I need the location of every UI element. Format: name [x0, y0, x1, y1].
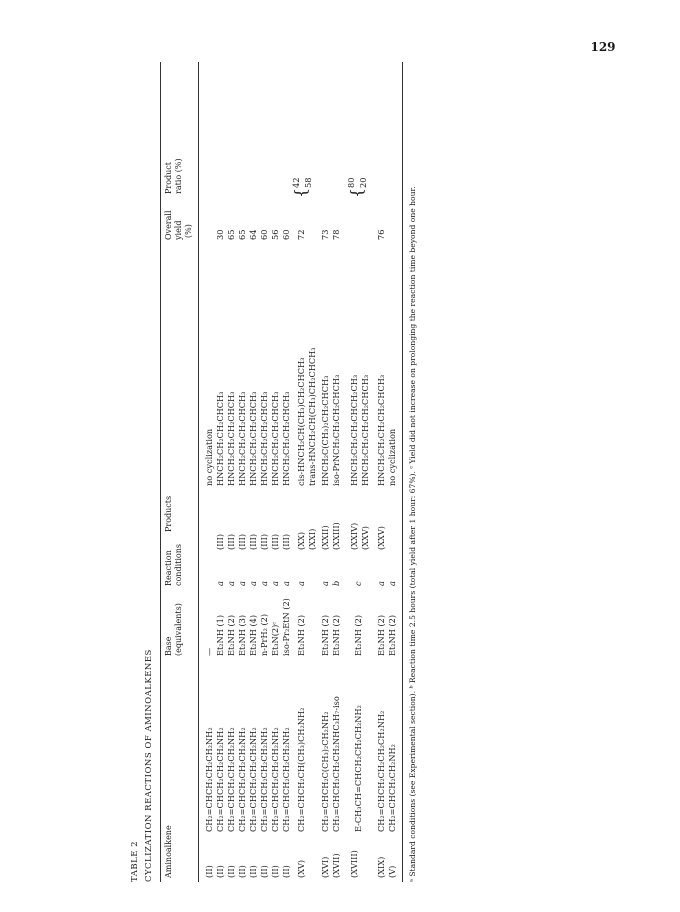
row-ratio: 80 — [346, 177, 356, 188]
header-ratio-sub: ratio (%) — [174, 158, 183, 194]
row-pno: (III) — [281, 533, 291, 550]
table-row — [331, 62, 342, 882]
row-no: (II) — [248, 865, 258, 878]
row-cond: b — [331, 580, 341, 586]
row-base: Et₂NH (2) — [296, 614, 306, 656]
header-base: Base — [164, 636, 173, 656]
row-ratio: 42 — [291, 177, 301, 188]
row-product: HNCH₂C(CH₃)₂CH₂CHCH₃ — [320, 375, 330, 486]
row-pno: (III) — [248, 533, 258, 550]
row-aminoalkene: CH₂=CHCH₂CH₂CH₂NH₂ — [248, 727, 258, 832]
header-overall-sub: yield — [174, 220, 183, 240]
table-row — [204, 62, 215, 882]
row-pno: (III) — [259, 533, 269, 550]
row-aminoalkene: CH₂=CHCH₂CH(CH₃)CH₂NH₂ — [296, 707, 306, 832]
row-base: n-PrH₂ (2) — [259, 613, 269, 656]
row-base: Et₂NH (2) — [353, 614, 363, 656]
row-product: HNCH₂CH₂CH₂CHCH₃ — [226, 391, 236, 486]
row-no: (XVIII) — [349, 850, 359, 878]
row-yield: 65 — [237, 229, 247, 240]
row-no: (II) — [204, 865, 214, 878]
row-product: no cyclization — [204, 428, 214, 486]
row-pno: (XXV) — [360, 526, 370, 550]
row-yield: 56 — [270, 229, 280, 240]
top-rule — [160, 62, 161, 882]
row-product: no cyclization — [387, 428, 397, 486]
header-products: Products — [164, 495, 173, 532]
row-product: HNCH₂CH₂CH₂CH₂CHCH₃ — [376, 374, 386, 486]
row-product: HNCH₂CH₂CH₂CH₂CHCH₃ — [360, 374, 370, 486]
row-pno: (XXV) — [376, 526, 386, 550]
table-row: (XV) CH₂=CHCH₂CH(CH₃)CH₂NH₂ Et₂NH (2) a (XX) cis-HNCH₂CH(CH₃)CH₂CHCH₃ 72 { 42 — [291, 177, 310, 878]
table-label: TABLE 2 — [130, 840, 140, 882]
table-row — [270, 62, 281, 882]
row-no: (XVII) — [331, 853, 341, 878]
row-aminoalkene: CH₂=CHCH₂CH₂CH₂NH₂ — [270, 727, 280, 832]
row-base: iso-Pr₂EtN (2) — [281, 598, 291, 656]
row-product: HNCH₂CH₂CH₂CHCH₃ — [281, 391, 291, 486]
row-cond: a — [270, 581, 280, 586]
row-ratio: 20 — [358, 177, 368, 188]
row-cond: a — [248, 581, 258, 586]
table-row — [303, 62, 318, 882]
row-cond: a — [281, 581, 291, 586]
row-base: Et₂NH (2) — [226, 614, 236, 656]
row-no: (XVI) — [320, 856, 330, 878]
row-yield: 60 — [281, 229, 291, 240]
row-product: HNCH₂CH₂CH₂CHCH₃ — [237, 391, 247, 486]
row-pno: (III) — [226, 533, 236, 550]
row-cond: a — [259, 581, 269, 586]
header-overall-unit: (%) — [184, 224, 193, 238]
row-aminoalkene: CH₂=CHCH₂CH₂CH₂NH₂ — [259, 727, 269, 832]
row-pno: (III) — [215, 533, 225, 550]
page-number: 129 — [590, 40, 616, 54]
row-yield: 30 — [215, 229, 225, 240]
row-aminoalkene: CH₂=CHCH₂CH₂CH₂NH₂ — [215, 727, 225, 832]
row-no: (II) — [226, 865, 236, 878]
footnote: ᵃ Standard conditions (see Experimental section). ᵇ Reaction time 2.5 hours (total yield after 1 hour: 67%). ᶜ Yield did not increase on prolonging the reaction time beyond one hour. — [408, 186, 417, 882]
row-cond: a — [237, 581, 247, 586]
row-yield: 78 — [331, 229, 341, 240]
row-no: (V) — [387, 865, 397, 878]
row-pno: (III) — [237, 533, 247, 550]
header-overall: Overall — [164, 210, 173, 240]
table-row — [387, 62, 398, 882]
row-yield: 73 — [320, 229, 330, 240]
row-base: Et₂NH (1) — [215, 614, 225, 656]
bottom-rule — [402, 62, 403, 882]
row-product: HNCH₂CH₂CH₂CHCH₂CH₃ — [349, 374, 359, 486]
row-yield: 64 — [248, 229, 258, 240]
row-base: Et₂NH (3) — [237, 614, 247, 656]
row-cond: a — [296, 581, 306, 586]
row-base: Et₂NH (4) — [248, 614, 258, 656]
row-product: cis-HNCH₂CH(CH₃)CH₂CHCH₃ — [296, 357, 306, 486]
table-row — [248, 62, 259, 882]
table-row — [376, 62, 387, 882]
row-pno: (XXI) — [307, 528, 317, 550]
row-base: Et₂NH (2) — [376, 614, 386, 656]
row-aminoalkene: CH₂=CHCH₂C(CH₃)₂CH₂NH₂ — [320, 711, 330, 832]
row-no: (II) — [270, 865, 280, 878]
table-row: (XVIII) E-CH₃CH=CHCH₂CH₂CH₂NH₂ Et₂NH (2) c (XXIV) HNCH₂CH₂CH₂CHCH₂CH₃ { 80 — [346, 177, 366, 878]
row-no: (XV) — [296, 859, 306, 878]
row-ratio: 58 — [303, 177, 313, 188]
header-base-sub: (equivalents) — [174, 603, 183, 656]
row-cond: a — [215, 581, 225, 586]
row-no: (II) — [259, 865, 269, 878]
row-cond: a — [387, 581, 397, 586]
row-aminoalkene: CH₂=CHCH₂CH₂CH₂CH₂NH₂ — [376, 710, 386, 832]
rotated-table — [130, 62, 630, 882]
table-row — [320, 62, 331, 882]
header-aminoalkene: Aminoalkene — [164, 825, 173, 878]
table-row — [259, 62, 270, 882]
row-no: (XIX) — [376, 856, 386, 878]
row-no: (II) — [215, 865, 225, 878]
row-cond: a — [376, 581, 386, 586]
row-product: trans-HNCH₂CH(CH₃)CH₂CHCH₃ — [307, 347, 317, 486]
row-aminoalkene: CH₂=CHCH₂CH₂CH₂NH₂ — [281, 727, 291, 832]
row-base: Et₂NH (2) — [320, 614, 330, 656]
header-rule — [198, 62, 199, 882]
row-product: HNCH₂CH₂CH₂CHCH₃ — [259, 391, 269, 486]
row-product: HNCH₂CH₂CH₂CHCH₃ — [270, 391, 280, 486]
row-pno: (III) — [270, 533, 280, 550]
header-reaction-sub: conditions — [174, 544, 183, 586]
table-title: CYCLIZATION REACTIONS OF AMINOALKENES — [144, 649, 154, 882]
row-base: — — [204, 647, 214, 656]
table-row — [360, 62, 371, 882]
row-yield: 60 — [259, 229, 269, 240]
row-product: HNCH₂CH₂CH₂CHCH₃ — [248, 391, 258, 486]
row-aminoalkene: CH₂=CHCH₂CH₂CH₂NH₂ — [204, 727, 214, 832]
table-row — [237, 62, 248, 882]
row-pno: (XX) — [296, 531, 306, 550]
row-pno: (XXIII) — [331, 522, 341, 550]
row-base: Et₃N(2)ᶜ — [270, 621, 280, 656]
table-row — [215, 62, 226, 882]
row-no: (II) — [281, 865, 291, 878]
row-aminoalkene: CH₂=CHCH₂CH₂CH₂NH₂ — [226, 727, 236, 832]
header-ratio: Product — [164, 162, 173, 194]
row-yield: 76 — [376, 229, 386, 240]
row-product: iso-PrNCH₂CH₂CH₂CHCH₃ — [331, 374, 341, 486]
table-row — [226, 62, 237, 882]
row-product: HNCH₂CH₂CH₂CHCH₃ — [215, 391, 225, 486]
row-aminoalkene: CH₂=CHCH₂CH₂CH₂NHC₃H₇-iso — [331, 696, 341, 832]
row-yield: 65 — [226, 229, 236, 240]
row-aminoalkene: CH₂=CHCH₂CH₂NH₂ — [387, 744, 397, 832]
row-aminoalkene: E-CH₃CH=CHCH₂CH₂CH₂NH₂ — [353, 705, 363, 832]
row-no: (II) — [237, 865, 247, 878]
row-cond: a — [320, 581, 330, 586]
row-cond: c — [353, 581, 363, 586]
row-base: Et₂NH (2) — [387, 614, 397, 656]
row-cond: a — [226, 581, 236, 586]
row-pno: (XXII) — [320, 525, 330, 550]
row-base: Et₂NH (2) — [331, 614, 341, 656]
row-aminoalkene: CH₂=CHCH₂CH₂CH₂NH₂ — [237, 727, 247, 832]
row-pno: (XXIV) — [349, 522, 359, 550]
header-reaction: Reaction — [164, 550, 173, 586]
row-yield: 72 — [296, 229, 306, 240]
